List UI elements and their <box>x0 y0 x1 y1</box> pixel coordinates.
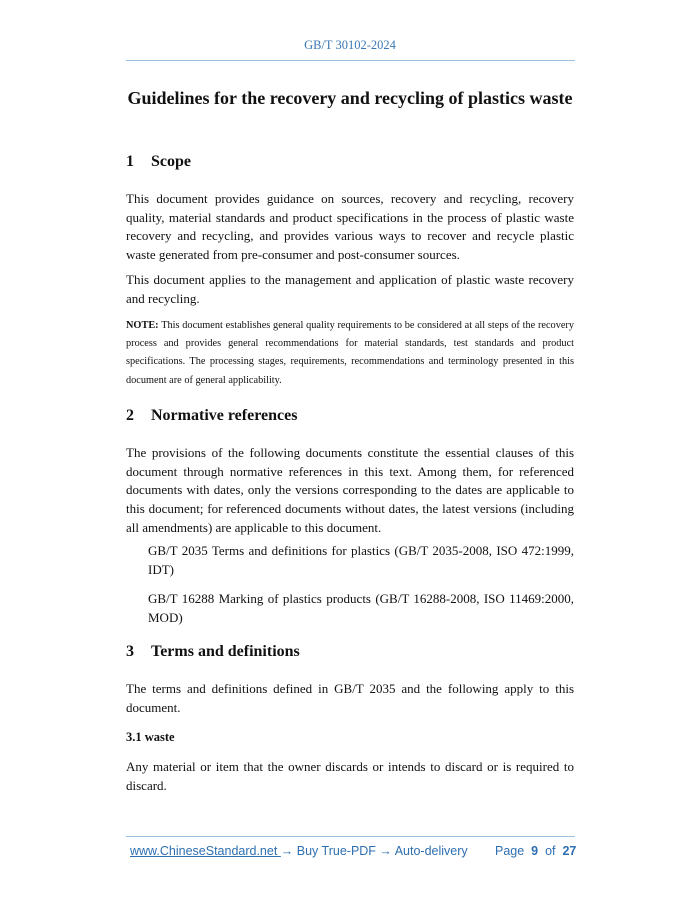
terms-paragraph: The terms and definitions defined in GB/T 2035 and the following apply to this document. <box>126 681 574 715</box>
footer-divider <box>126 836 575 837</box>
section-title: Scope <box>151 153 191 170</box>
scope-paragraph-2: This document applies to the management and application of plastic waste recovery and recycling. <box>126 272 574 306</box>
term-definition-waste: Any material or item that the owner discards or intends to discard or is required to discard. <box>126 759 574 793</box>
page-indicator <box>495 844 576 858</box>
page-total: 27 <box>562 844 577 858</box>
section-title: Terms and definitions <box>151 643 300 660</box>
scope-note <box>126 317 574 390</box>
promo-text: → Buy True-PDF → Auto-delivery <box>280 844 468 858</box>
document-code-header: GB/T 30102-2024 <box>304 38 396 52</box>
header-divider <box>126 60 575 61</box>
page-number: 9 <box>531 844 539 858</box>
note-text: This document establishes general quality requirements to be considered at all steps of the recovery process and provides general recommendations for material standards, test standards and product specifications. The processing stages, requirements, recommendations and terminology presented in this document are of general applicability. <box>126 320 574 386</box>
reference-item: GB/T 2035 Terms and definitions for plastics (GB/T 2035-2008, ISO 472:1999, IDT) <box>148 543 574 577</box>
section-heading-scope <box>126 153 191 171</box>
footer-promo <box>130 844 468 858</box>
page-title: Guidelines for the recovery and recycling of plastics waste <box>127 88 573 108</box>
section-number: 2 <box>126 407 134 424</box>
term-heading-waste: 3.1 waste <box>126 730 175 744</box>
of-label: of <box>545 844 556 858</box>
reference-item: GB/T 16288 Marking of plastics products (GB/T 16288-2008, ISO 11469:2000, MOD) <box>148 591 574 625</box>
page-label: Page <box>495 844 525 858</box>
section-number: 1 <box>126 153 134 170</box>
scope-paragraph-1: This document provides guidance on sources, recovery and recycling, recovery quality, material standards and product specifications in the process of plastic waste recovery and recycling, and provides various ways to recover and recycle plastic waste generated from pre-consumer and post-consumer sources. <box>126 191 574 263</box>
website-link[interactable]: www.ChineseStandard.net <box>130 844 281 858</box>
section-number: 3 <box>126 643 134 660</box>
note-label: NOTE: <box>126 320 159 331</box>
section-title: Normative references <box>151 407 298 424</box>
section-heading-normative-references <box>126 407 297 425</box>
normative-paragraph: The provisions of the following documents constitute the essential clauses of this document through normative references in this text. Among them, for referenced documents with dates, only the versions corresponding to the dates are applicable to this document; for referenced documents without dates, the latest versions (including all amendments) are applicable to this document. <box>126 445 574 535</box>
section-heading-terms <box>126 643 300 661</box>
